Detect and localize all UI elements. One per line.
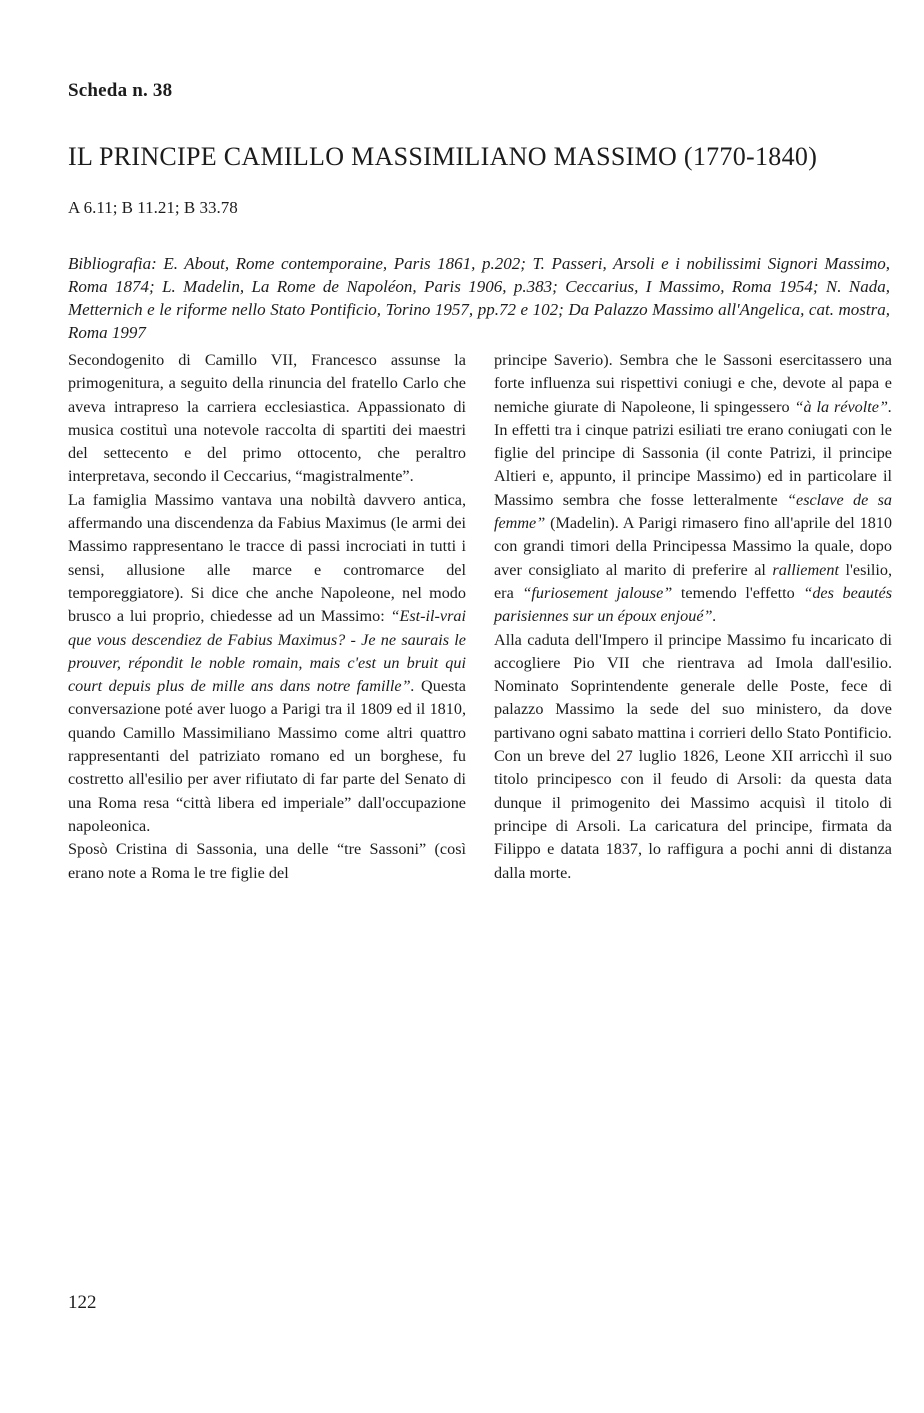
page-title: IL PRINCIPE CAMILLO MASSIMILIANO MASSIMO (1770-1840) <box>68 142 818 171</box>
paragraph: Alla caduta dell'Impero il principe Massimo fu incaricato di accogliere Pio VII che rientrava ad Imola dall'esilio. Nominato Soprintendente generale delle Poste, fece di palazzo Massimo la sede del suo ministero, da dove partivano ogni sabato mattina i corrieri dello Stato Pontificio. <box>494 630 892 742</box>
catalog-references: A 6.11; B 11.21; B 33.78 <box>68 198 238 217</box>
paragraph: Sposò Cristina di Sassonia, una delle “tre Sassoni” (così erano note a Roma le tre figlie del <box>68 840 466 882</box>
page-number: 122 <box>68 1292 97 1313</box>
paragraph <box>68 489 466 838</box>
paragraph <box>494 349 892 629</box>
left-column <box>68 349 466 885</box>
text-run: Questa conversazione poté aver luogo a Parigi tra il 1809 ed il 1810, quando Camillo Massimiliano Massimo come altri quattro rappresentanti del patriziato romano ed un borghese, fu costretto all'esilio per aver rifiutato di far parte del Senato di una Roma resa “città libera ed imperiale” dall'occupazione napoleonica. <box>68 677 466 835</box>
quote: “à la révolte”. <box>794 397 892 416</box>
quote-napoleon: “Est-il-vrai que vous descendiez de Fabius Maximus? - Je ne saurais le prouver, répondit le noble romain, mais c'est un bruit qui court depuis plus de mille ans dans notre famille”. <box>68 607 466 696</box>
scheda-number: Scheda n. 38 <box>68 80 173 101</box>
text-run: principe Saverio). Sembra che le Sassoni esercitassero una forte influenza sui rispettivi coniugi e che, devote al papa e nemiche giurate di Napoleone, li spingessero <box>494 351 892 416</box>
text-run: temendo l'effetto <box>672 583 804 602</box>
paragraph: Con un breve del 27 luglio 1826, Leone XII arricchì il suo titolo principesco con il feudo di Arsoli: da questa data dunque il primogenito dei Massimo acquisì il titolo di principe di Arsoli. La caricatura del principe, firmata da Filippo e datata 1837, lo raffigura a pochi anni di distanza dalla morte. <box>494 747 892 882</box>
text-run: La famiglia Massimo vantava una nobiltà davvero antica, affermando una discendenza da Fabius Maximus (le armi dei Massimo rappresentano le tracce di passi incrociati in tutti i sensi, allusione alle marce e contromarce del temporeggiatore). Si dice che anche Napoleone, nel modo brusco a lui proprio, chiedesse ad un Massimo: <box>68 490 466 626</box>
paragraph: Secondogenito di Camillo VII, Francesco assunse la primogenitura, a seguito della rinuncia del fratello Carlo che aveva intrapreso la carriera ecclesiastica. Appassionato di musica costituì una notevole raccolta di spartiti dei maestri del settecento e del primo ottocento, che peraltro interpretava, secondo il Ceccarius, “magistralmente”. <box>68 351 466 486</box>
quote: “esclave de sa femme” <box>494 490 892 533</box>
quote: “des beautés parisiennes sur un époux enjoué”. <box>494 583 893 626</box>
text-run: l'esilio, era <box>494 560 892 602</box>
text-run: (Madelin). A Parigi rimasero fino all'aprile del 1810 con grandi timori della Principessa Massimo la quale, dopo aver consigliato al marito di preferire al <box>494 514 892 579</box>
quote: ralliement <box>772 560 839 579</box>
right-column <box>494 349 892 885</box>
text-run: In effetti tra i cinque patrizi esiliati tre erano coniugati con le figlie del principe di Sassonia (il conte Patrizi, il principe Altieri e, appunto, il principe Massimo) ed in particolare il Massimo sembra che fosse letteralmente <box>494 420 892 509</box>
bibliography: Bibliografia: E. About, Rome contemporaine, Paris 1861, p.202; T. Passeri, Arsoli e i nobilissimi Signori Massimo, Roma 1874; L. Madelin, La Rome de Napoléon, Paris 1906, p.383; Ceccarius, I Massimo, Roma 1954; N. Nada, Metternich e le riforme nello Stato Pontificio, Torino 1957, pp.72 e 102; Da Palazzo Massimo all'Angelica, cat. mostra, Roma 1997 <box>68 254 890 342</box>
quote: “furiosement jalouse” <box>522 583 673 602</box>
